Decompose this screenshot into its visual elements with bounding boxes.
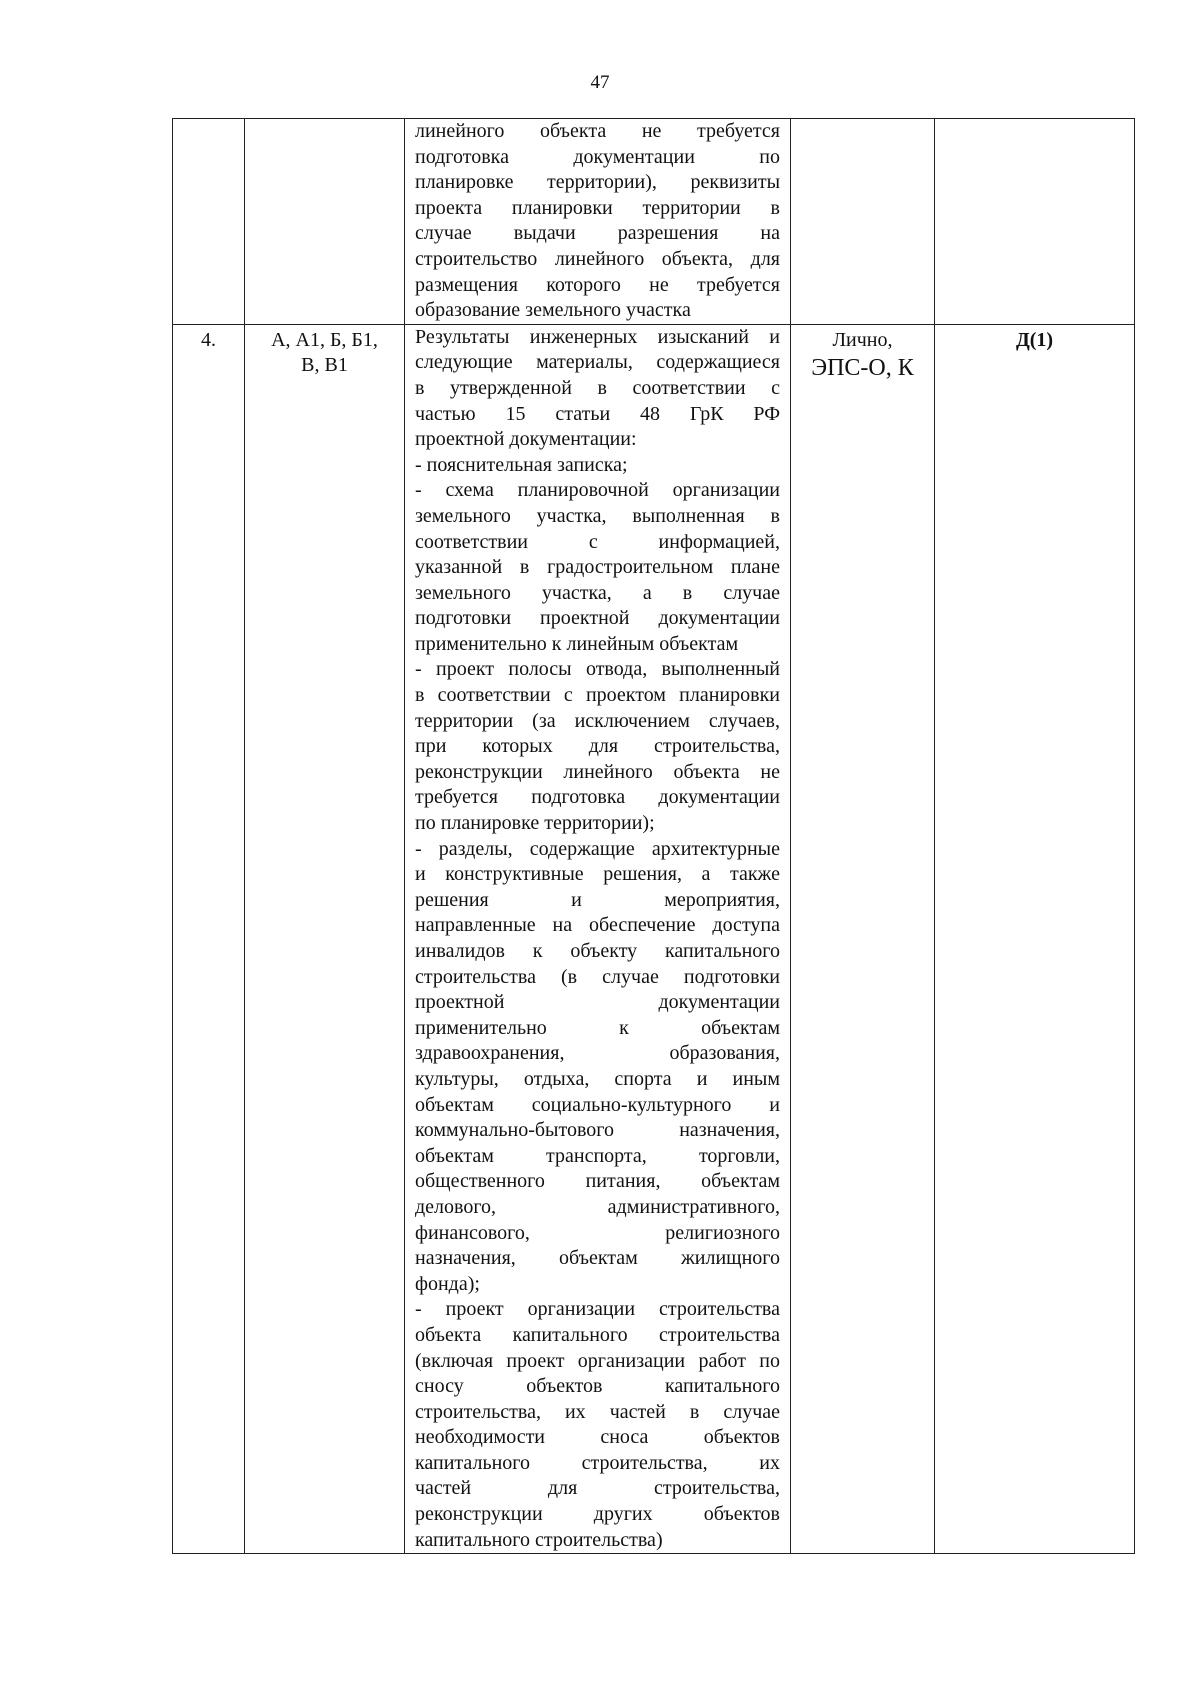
text-line: проекта планировки территории в [415, 196, 780, 219]
text-line: здравоохранения, образования, [415, 1042, 780, 1065]
text-line: требуется подготовка документации [415, 786, 780, 809]
text-line: назначения, объектам жилищного [415, 1247, 780, 1270]
text-line: - проект полосы отвода, выполненный [415, 658, 780, 681]
text-line: подготовки проектной документации [415, 607, 780, 630]
text-line: земельного участка, выполненная в [415, 504, 780, 527]
cell-code [935, 324, 1135, 1554]
text-line: по планировке территории); [415, 812, 655, 835]
text-line: случае выдачи разрешения на [415, 222, 780, 245]
text-line: направленные на обеспечение доступа [415, 914, 780, 937]
text-line: строительства (в случае подготовки [415, 965, 780, 988]
text-line: Результаты инженерных изысканий и [415, 325, 780, 348]
text-line: указанной в градостроительном плане [415, 556, 780, 579]
document-code: Д(1) [1015, 328, 1054, 351]
text-line: в утвержденной в соответствии с [415, 376, 780, 399]
applicants-line-2: В, В1 [301, 353, 348, 376]
text-line: делового, административного, [415, 1195, 780, 1218]
page-number: 47 [590, 72, 610, 93]
text-line: объектам социально-культурного и [415, 1093, 780, 1116]
text-line: общественного питания, объектам [415, 1170, 780, 1193]
cell-documents [405, 324, 791, 1554]
text-line: объекта капитального строительства [415, 1323, 780, 1346]
text-line: проектной документации [415, 991, 780, 1014]
cell-number [173, 324, 245, 1554]
text-line: необходимости сноса объектов [415, 1426, 780, 1449]
cell-documents [405, 119, 791, 325]
text-line: (включая проект организации работ по [415, 1349, 780, 1372]
cell-applicants [245, 119, 405, 325]
text-line: коммунально-бытового назначения, [415, 1119, 780, 1142]
text-line: - схема планировочной организации [415, 479, 780, 502]
text-line: при которых для строительства, [415, 735, 780, 758]
cell-method [791, 119, 935, 325]
text-line: инвалидов к объекту капитального [415, 940, 780, 962]
table-row-4 [173, 324, 1135, 1554]
text-line: решения и мероприятия, [415, 888, 780, 911]
text-line: образование земельного участка [415, 299, 691, 322]
text-line: территории (за исключением случаев, [415, 709, 780, 732]
row-number: 4. [201, 328, 216, 351]
text-line: применительно к линейным объектам [415, 632, 739, 655]
applicants-line-1: А, А1, Б, Б1, [271, 328, 378, 351]
text-line: земельного участка, а в случае [415, 581, 780, 604]
text-line: частью 15 статьи 48 ГрК РФ [415, 402, 780, 425]
text-line: капитального строительства, их [415, 1451, 780, 1474]
requirements-table [172, 118, 1135, 1554]
cell-method [791, 324, 935, 1554]
text-line: и конструктивные решения, а также [415, 863, 780, 886]
text-line: строительства, их частей в случае [415, 1400, 780, 1423]
text-line: реконструкции других объектов [415, 1503, 780, 1526]
text-line: соответствии с информацией, [415, 530, 780, 553]
method-line-1: Лично, [832, 328, 893, 351]
cell-applicants [245, 324, 405, 1554]
text-line: культуры, отдыха, спорта и иным [415, 1067, 780, 1090]
method-line-2: ЭПС-О, К [811, 354, 914, 381]
text-line: сносу объектов капитального [415, 1375, 780, 1398]
text-line: строительство линейного объекта, для [415, 247, 780, 270]
text-line: - проект организации строительства [415, 1298, 780, 1321]
text-line: проектной документации: [415, 428, 637, 451]
text-line: реконструкции линейного объекта не [415, 760, 780, 783]
cell-code [935, 119, 1135, 325]
text-line: капитального строительства) [415, 1528, 663, 1551]
text-line: частей для строительства, [415, 1477, 780, 1500]
text-line: применительно к объектам [415, 1016, 780, 1039]
cell-number [173, 119, 245, 325]
text-line: подготовка документации по [415, 145, 780, 168]
text-line: - разделы, содержащие архитектурные [415, 837, 780, 860]
text-line: линейного объекта не требуется [415, 120, 780, 142]
documents-text [415, 325, 780, 1554]
text-line: размещения которого не требуется [415, 273, 780, 296]
documents-text [415, 119, 780, 324]
text-line: в соответствии с проектом планировки [415, 684, 780, 707]
text-line: объектам транспорта, торговли, [415, 1144, 780, 1167]
text-line: - пояснительная записка; [415, 453, 628, 476]
text-line: планировке территории), реквизиты [415, 171, 780, 194]
text-line: фонда); [415, 1272, 480, 1295]
text-line: финансового, религиозного [415, 1221, 780, 1244]
table-row-continuation [173, 119, 1135, 325]
text-line: следующие материалы, содержащиеся [415, 351, 780, 374]
